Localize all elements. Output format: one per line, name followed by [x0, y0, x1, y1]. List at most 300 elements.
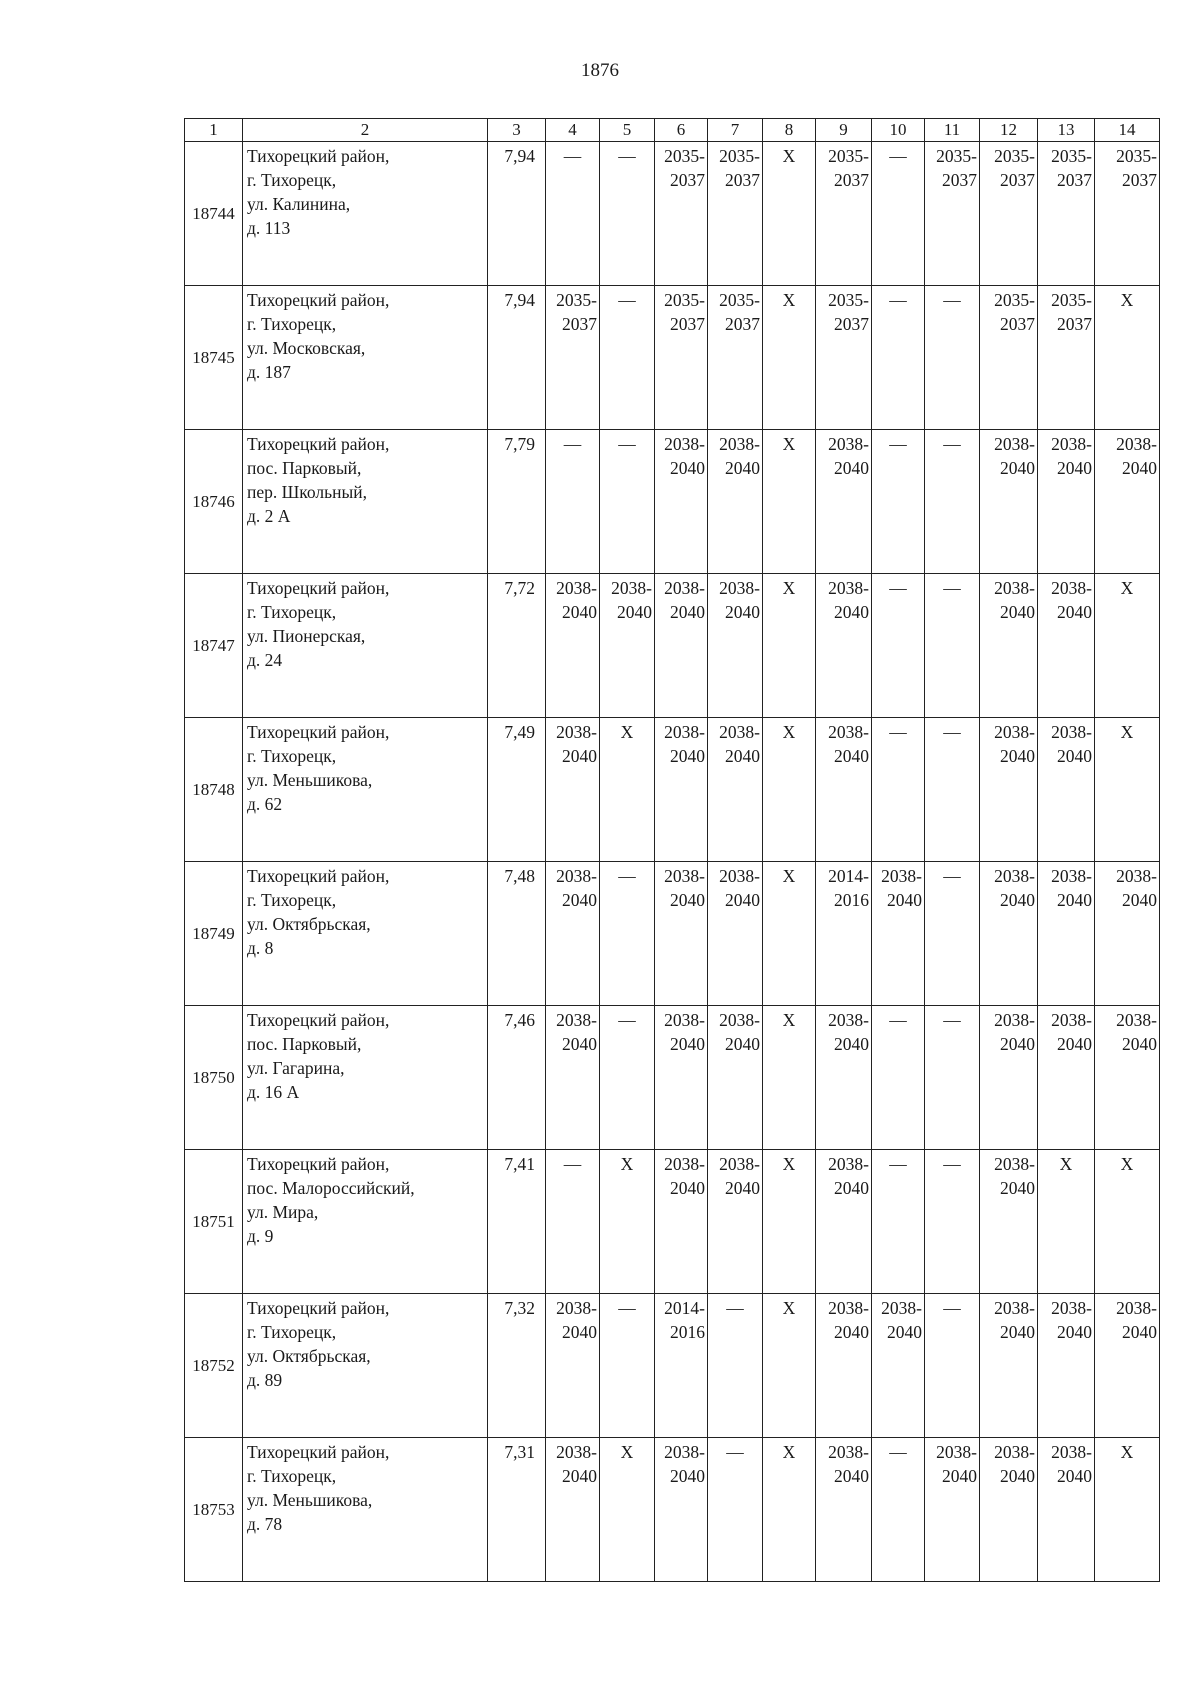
period-value: X: [1120, 578, 1134, 598]
address-line: г. Тихорецк,: [247, 890, 337, 910]
period-value: 2038- 2040: [994, 1154, 1035, 1198]
period-cell-col-8: [763, 142, 816, 286]
address-line: Тихорецкий район,: [247, 1298, 390, 1318]
period-value: 2038- 2040: [1051, 722, 1092, 766]
period-cell-col-11: [925, 430, 980, 574]
period-cell-col-6: [655, 1150, 708, 1294]
address-line: ул. Гагарина,: [247, 1058, 345, 1078]
period-value: 2035- 2037: [936, 146, 977, 190]
address-line: д. 8: [247, 938, 274, 958]
period-value: 2038- 2040: [994, 578, 1035, 622]
period-cell-col-12: [980, 1438, 1038, 1582]
column-header-9: 9: [816, 119, 872, 142]
period-cell-col-10: [872, 862, 925, 1006]
table-row: [185, 718, 1160, 862]
period-cell-col-7: [708, 718, 763, 862]
period-cell-col-6: [655, 1438, 708, 1582]
record-id: 18751: [185, 1150, 243, 1294]
period-value: —: [889, 434, 907, 454]
period-value: 2035- 2037: [1051, 146, 1092, 190]
period-value: —: [726, 1442, 744, 1462]
period-cell-col-8: [763, 286, 816, 430]
period-value: —: [943, 1010, 961, 1030]
table-row: [185, 430, 1160, 574]
period-value: X: [782, 1298, 796, 1318]
period-value: 2038- 2040: [828, 1298, 869, 1342]
record-id: 18750: [185, 1006, 243, 1150]
period-value: 2038- 2040: [1051, 866, 1092, 910]
period-cell-col-14: [1095, 1150, 1160, 1294]
period-cell-col-5: [600, 1150, 655, 1294]
period-cell-col-8: [763, 1150, 816, 1294]
period-cell-col-7: [708, 1438, 763, 1582]
period-cell-col-5: [600, 862, 655, 1006]
period-value: —: [943, 722, 961, 742]
period-cell-col-6: [655, 430, 708, 574]
period-value: X: [782, 290, 796, 310]
address-line: пос. Парковый,: [247, 1034, 362, 1054]
column-header-14: 14: [1095, 119, 1160, 142]
record-id: 18748: [185, 718, 243, 862]
period-value: X: [782, 866, 796, 886]
period-value: —: [889, 1442, 907, 1462]
period-cell-col-12: [980, 718, 1038, 862]
table-row: [185, 1294, 1160, 1438]
period-value: 2038- 2040: [1116, 866, 1157, 910]
table-row: [185, 1150, 1160, 1294]
period-cell-col-11: [925, 286, 980, 430]
period-cell-col-4: [546, 1150, 600, 1294]
period-cell-col-6: [655, 1294, 708, 1438]
score-cell: 7,31: [488, 1438, 546, 1582]
period-value: 2038- 2040: [1051, 434, 1092, 478]
period-cell-col-5: [600, 142, 655, 286]
address-line: г. Тихорецк,: [247, 1322, 337, 1342]
period-cell-col-12: [980, 430, 1038, 574]
period-value: 2038- 2040: [1051, 1010, 1092, 1054]
address-line: Тихорецкий район,: [247, 290, 390, 310]
period-value: 2038- 2040: [1051, 1298, 1092, 1342]
period-cell-col-14: [1095, 1294, 1160, 1438]
period-cell-col-12: [980, 142, 1038, 286]
column-header-4: 4: [546, 119, 600, 142]
period-value: 2038- 2040: [1051, 1442, 1092, 1486]
table-row: [185, 286, 1160, 430]
address-line: ул. Меньшикова,: [247, 1490, 373, 1510]
column-header-1: 1: [185, 119, 243, 142]
address-cell: [243, 718, 488, 862]
period-value: —: [618, 1298, 636, 1318]
address-line: ул. Октябрьская,: [247, 914, 371, 934]
address-line: Тихорецкий район,: [247, 1442, 390, 1462]
period-value: 2035- 2037: [664, 290, 705, 334]
header-row: [185, 119, 1160, 142]
period-value: X: [620, 722, 634, 742]
score-cell: 7,46: [488, 1006, 546, 1150]
period-cell-col-7: [708, 142, 763, 286]
period-cell-col-5: [600, 1006, 655, 1150]
address-line: Тихорецкий район,: [247, 722, 390, 742]
table-row: [185, 142, 1160, 286]
period-value: 2014- 2016: [828, 866, 869, 910]
period-value: 2035- 2037: [719, 146, 760, 190]
period-value: X: [1120, 290, 1134, 310]
period-cell-col-12: [980, 1006, 1038, 1150]
period-cell-col-9: [816, 1294, 872, 1438]
period-value: 2038- 2040: [828, 1010, 869, 1054]
period-value: —: [943, 1154, 961, 1174]
address-line: д. 187: [247, 362, 291, 382]
period-value: X: [782, 578, 796, 598]
period-value: 2038- 2040: [994, 1010, 1035, 1054]
address-line: г. Тихорецк,: [247, 602, 337, 622]
address-line: ул. Мира,: [247, 1202, 319, 1222]
period-cell-col-14: [1095, 286, 1160, 430]
address-line: пер. Школьный,: [247, 482, 367, 502]
period-cell-col-11: [925, 142, 980, 286]
period-cell-col-12: [980, 1294, 1038, 1438]
period-cell-col-14: [1095, 430, 1160, 574]
period-value: 2038- 2040: [556, 578, 597, 622]
period-cell-col-11: [925, 1438, 980, 1582]
period-cell-col-7: [708, 1006, 763, 1150]
period-cell-col-8: [763, 1006, 816, 1150]
period-cell-col-12: [980, 1150, 1038, 1294]
period-cell-col-13: [1038, 430, 1095, 574]
period-cell-col-4: [546, 1294, 600, 1438]
address-line: Тихорецкий район,: [247, 434, 390, 454]
address-line: Тихорецкий район,: [247, 1010, 390, 1030]
period-cell-col-9: [816, 574, 872, 718]
column-header-6: 6: [655, 119, 708, 142]
period-value: —: [889, 1154, 907, 1174]
period-value: 2035- 2037: [994, 146, 1035, 190]
score-cell: 7,32: [488, 1294, 546, 1438]
period-cell-col-7: [708, 286, 763, 430]
period-cell-col-4: [546, 1438, 600, 1582]
address-line: д. 16 А: [247, 1082, 300, 1102]
period-cell-col-14: [1095, 862, 1160, 1006]
period-value: X: [1120, 722, 1134, 742]
period-cell-col-9: [816, 1006, 872, 1150]
address-line: д. 113: [247, 218, 291, 238]
period-cell-col-13: [1038, 718, 1095, 862]
period-value: 2038- 2040: [719, 1010, 760, 1054]
record-id: 18745: [185, 286, 243, 430]
period-cell-col-8: [763, 718, 816, 862]
period-value: 2038- 2040: [664, 722, 705, 766]
period-value: 2038- 2040: [1116, 434, 1157, 478]
period-cell-col-13: [1038, 142, 1095, 286]
period-value: —: [563, 434, 582, 454]
address-line: пос. Парковый,: [247, 458, 362, 478]
period-cell-col-6: [655, 142, 708, 286]
period-value: —: [618, 434, 636, 454]
period-value: —: [618, 1010, 636, 1030]
period-value: —: [889, 722, 907, 742]
address-line: Тихорецкий район,: [247, 578, 390, 598]
table-row: [185, 574, 1160, 718]
column-header-12: 12: [980, 119, 1038, 142]
address-line: г. Тихорецк,: [247, 746, 337, 766]
period-cell-col-13: [1038, 1006, 1095, 1150]
address-line: г. Тихорецк,: [247, 170, 337, 190]
period-cell-col-7: [708, 1150, 763, 1294]
table-row: [185, 1006, 1160, 1150]
address-cell: [243, 286, 488, 430]
period-cell-col-10: [872, 1294, 925, 1438]
period-value: —: [618, 866, 636, 886]
period-value: 2035- 2037: [994, 290, 1035, 334]
period-value: 2035- 2037: [1051, 290, 1092, 334]
period-value: X: [782, 146, 796, 166]
period-value: 2038- 2040: [881, 1298, 922, 1342]
record-id: 18746: [185, 430, 243, 574]
record-id: 18747: [185, 574, 243, 718]
period-value: 2038- 2040: [719, 1154, 760, 1198]
record-id: 18753: [185, 1438, 243, 1582]
address-line: ул. Октябрьская,: [247, 1346, 371, 1366]
period-value: 2038- 2040: [719, 866, 760, 910]
period-value: X: [1120, 1442, 1134, 1462]
address-cell: [243, 1438, 488, 1582]
address-line: ул. Калинина,: [247, 194, 351, 214]
period-cell-col-7: [708, 430, 763, 574]
registry-table: [184, 118, 1160, 1582]
period-value: 2038- 2040: [664, 434, 705, 478]
period-value: X: [1059, 1154, 1073, 1174]
period-value: —: [889, 290, 907, 310]
period-value: 2038- 2040: [994, 722, 1035, 766]
score-cell: 7,79: [488, 430, 546, 574]
address-line: д. 9: [247, 1226, 274, 1246]
address-line: г. Тихорецк,: [247, 1466, 337, 1486]
period-value: X: [1120, 1154, 1134, 1174]
period-cell-col-4: [546, 286, 600, 430]
address-cell: [243, 142, 488, 286]
column-header-11: 11: [925, 119, 980, 142]
period-cell-col-11: [925, 1150, 980, 1294]
address-cell: [243, 574, 488, 718]
score-cell: 7,72: [488, 574, 546, 718]
period-cell-col-11: [925, 1006, 980, 1150]
period-cell-col-8: [763, 430, 816, 574]
period-value: 2038- 2040: [664, 1010, 705, 1054]
period-value: —: [943, 578, 961, 598]
period-value: 2038- 2040: [1116, 1010, 1157, 1054]
score-cell: 7,94: [488, 286, 546, 430]
period-cell-col-9: [816, 430, 872, 574]
period-value: —: [563, 146, 582, 166]
period-cell-col-14: [1095, 574, 1160, 718]
period-cell-col-9: [816, 286, 872, 430]
period-value: X: [620, 1442, 634, 1462]
period-value: X: [782, 722, 796, 742]
column-header-5: 5: [600, 119, 655, 142]
period-cell-col-9: [816, 718, 872, 862]
period-value: X: [782, 434, 796, 454]
record-id: 18744: [185, 142, 243, 286]
period-value: 2038- 2040: [936, 1442, 977, 1486]
period-cell-col-12: [980, 574, 1038, 718]
period-value: 2035- 2037: [556, 290, 597, 334]
period-cell-col-13: [1038, 1438, 1095, 1582]
period-cell-col-13: [1038, 574, 1095, 718]
period-value: —: [943, 434, 961, 454]
period-value: X: [782, 1154, 796, 1174]
period-value: 2038- 2040: [828, 722, 869, 766]
period-cell-col-8: [763, 1438, 816, 1582]
address-cell: [243, 430, 488, 574]
period-value: 2038- 2040: [1116, 1298, 1157, 1342]
period-cell-col-6: [655, 862, 708, 1006]
period-value: 2014- 2016: [664, 1298, 705, 1342]
period-cell-col-5: [600, 1294, 655, 1438]
period-cell-col-4: [546, 430, 600, 574]
period-value: —: [943, 866, 961, 886]
period-cell-col-8: [763, 1294, 816, 1438]
period-cell-col-12: [980, 286, 1038, 430]
period-value: 2038- 2040: [556, 866, 597, 910]
period-cell-col-9: [816, 1150, 872, 1294]
table-row: [185, 1438, 1160, 1582]
period-value: 2038- 2040: [611, 578, 652, 622]
period-cell-col-10: [872, 1438, 925, 1582]
period-value: —: [563, 1154, 582, 1174]
period-value: 2038- 2040: [556, 1442, 597, 1486]
period-value: 2038- 2040: [828, 1154, 869, 1198]
page-number: 1876: [581, 60, 619, 81]
period-cell-col-10: [872, 430, 925, 574]
period-value: 2035- 2037: [1116, 146, 1157, 190]
period-cell-col-10: [872, 1150, 925, 1294]
period-cell-col-4: [546, 718, 600, 862]
column-header-2: 2: [243, 119, 488, 142]
period-value: —: [618, 290, 636, 310]
period-cell-col-10: [872, 574, 925, 718]
period-value: —: [726, 1298, 744, 1318]
period-value: 2038- 2040: [828, 434, 869, 478]
period-cell-col-4: [546, 574, 600, 718]
period-value: 2038- 2040: [1051, 578, 1092, 622]
period-value: —: [943, 1298, 961, 1318]
address-line: Тихорецкий район,: [247, 866, 390, 886]
period-value: —: [889, 578, 907, 598]
period-cell-col-7: [708, 862, 763, 1006]
period-cell-col-8: [763, 862, 816, 1006]
period-value: 2038- 2040: [994, 1442, 1035, 1486]
address-line: Тихорецкий район,: [247, 1154, 390, 1174]
period-cell-col-11: [925, 574, 980, 718]
column-header-3: 3: [488, 119, 546, 142]
address-line: д. 78: [247, 1514, 283, 1534]
period-value: 2035- 2037: [719, 290, 760, 334]
period-cell-col-7: [708, 1294, 763, 1438]
address-line: Тихорецкий район,: [247, 146, 390, 166]
period-cell-col-11: [925, 1294, 980, 1438]
score-cell: 7,49: [488, 718, 546, 862]
period-value: 2038- 2040: [556, 1298, 597, 1342]
period-value: X: [620, 1154, 634, 1174]
address-line: д. 24: [247, 650, 283, 670]
record-id: 18749: [185, 862, 243, 1006]
period-cell-col-9: [816, 142, 872, 286]
period-cell-col-5: [600, 718, 655, 862]
record-id: 18752: [185, 1294, 243, 1438]
period-value: 2038- 2040: [994, 1298, 1035, 1342]
address-cell: [243, 862, 488, 1006]
period-cell-col-14: [1095, 142, 1160, 286]
score-cell: 7,41: [488, 1150, 546, 1294]
column-header-13: 13: [1038, 119, 1095, 142]
score-cell: 7,94: [488, 142, 546, 286]
period-value: 2038- 2040: [664, 1442, 705, 1486]
table-row: [185, 862, 1160, 1006]
period-cell-col-10: [872, 286, 925, 430]
period-value: —: [889, 146, 907, 166]
period-value: 2038- 2040: [719, 434, 760, 478]
period-cell-col-5: [600, 430, 655, 574]
period-cell-col-9: [816, 862, 872, 1006]
period-cell-col-14: [1095, 1438, 1160, 1582]
column-header-7: 7: [708, 119, 763, 142]
period-cell-col-13: [1038, 286, 1095, 430]
address-line: пос. Малороссийский,: [247, 1178, 415, 1198]
period-value: 2038- 2040: [994, 434, 1035, 478]
address-cell: [243, 1294, 488, 1438]
period-cell-col-6: [655, 574, 708, 718]
period-cell-col-7: [708, 574, 763, 718]
period-cell-col-13: [1038, 862, 1095, 1006]
period-cell-col-6: [655, 286, 708, 430]
address-cell: [243, 1006, 488, 1150]
period-value: 2038- 2040: [556, 1010, 597, 1054]
address-line: д. 2 А: [247, 506, 291, 526]
period-value: X: [782, 1442, 796, 1462]
period-value: 2038- 2040: [719, 722, 760, 766]
period-cell-col-4: [546, 1006, 600, 1150]
period-value: 2038- 2040: [664, 866, 705, 910]
period-value: 2038- 2040: [664, 1154, 705, 1198]
address-line: г. Тихорецк,: [247, 314, 337, 334]
period-value: 2038- 2040: [664, 578, 705, 622]
period-cell-col-4: [546, 862, 600, 1006]
period-value: X: [782, 1010, 796, 1030]
period-cell-col-11: [925, 862, 980, 1006]
period-value: —: [889, 1010, 907, 1030]
period-value: 2035- 2037: [828, 146, 869, 190]
period-cell-col-14: [1095, 718, 1160, 862]
score-cell: 7,48: [488, 862, 546, 1006]
period-value: —: [618, 146, 636, 166]
period-cell-col-11: [925, 718, 980, 862]
period-value: 2038- 2040: [719, 578, 760, 622]
period-cell-col-5: [600, 286, 655, 430]
period-cell-col-12: [980, 862, 1038, 1006]
period-cell-col-10: [872, 142, 925, 286]
period-value: 2038- 2040: [828, 1442, 869, 1486]
period-cell-col-6: [655, 1006, 708, 1150]
period-cell-col-13: [1038, 1294, 1095, 1438]
column-header-10: 10: [872, 119, 925, 142]
period-cell-col-14: [1095, 1006, 1160, 1150]
period-cell-col-6: [655, 718, 708, 862]
address-cell: [243, 1150, 488, 1294]
address-line: ул. Меньшикова,: [247, 770, 373, 790]
period-cell-col-9: [816, 1438, 872, 1582]
period-value: 2038- 2040: [994, 866, 1035, 910]
period-value: 2038- 2040: [881, 866, 922, 910]
